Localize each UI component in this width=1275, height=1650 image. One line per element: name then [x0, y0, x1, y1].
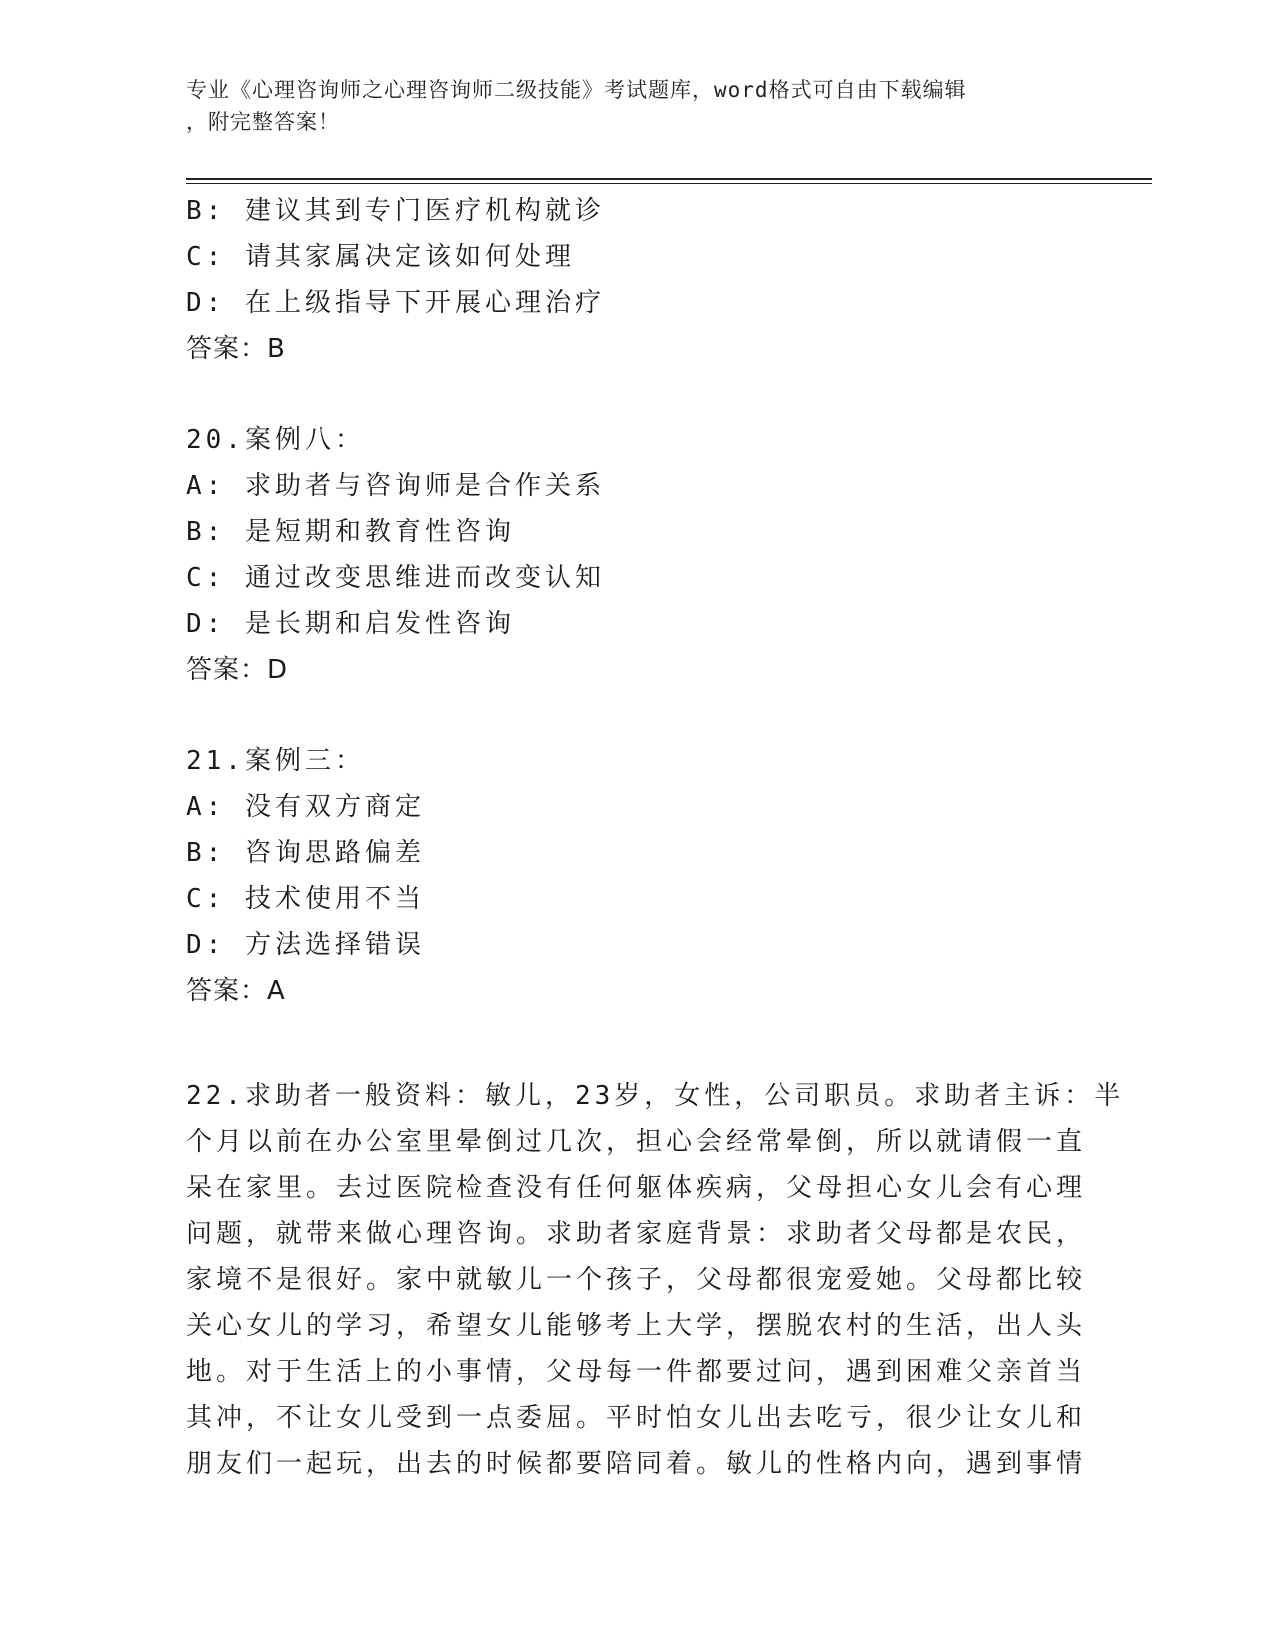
option-c: C: 请其家属决定该如何处理 — [186, 242, 575, 272]
question-title: 21.案例三： — [186, 746, 365, 776]
spacer — [186, 693, 1086, 738]
spacer — [186, 372, 1086, 417]
paragraph-line: 个月以前在办公室里晕倒过几次，担心会经常晕倒，所以就请假一直 — [186, 1127, 1087, 1157]
header-rule-thick — [186, 178, 1152, 180]
spacer — [186, 1014, 1086, 1059]
question-21 — [186, 738, 1086, 1014]
paragraph-line: 关心女儿的学习，希望女儿能够考上大学，摆脱农村的生活，出人头 — [186, 1311, 1087, 1341]
paragraph-line: 其冲，不让女儿受到一点委屈。平时怕女儿出去吃亏，很少让女儿和 — [186, 1403, 1087, 1433]
option-d: D: 方法选择错误 — [186, 930, 425, 960]
answer-line: 答案：A — [186, 976, 286, 1006]
paragraph-line: 家境不是很好。家中就敏儿一个孩子，父母都很宠爱她。父母都比较 — [186, 1265, 1087, 1295]
document-header — [186, 74, 1066, 138]
paragraph-line: 朋友们一起玩，出去的时候都要陪同着。敏儿的性格内向，遇到事情 — [186, 1449, 1087, 1479]
question-22-paragraph — [186, 1073, 1125, 1487]
option-d: D: 在上级指导下开展心理治疗 — [186, 288, 605, 318]
question-19-tail — [186, 188, 1086, 372]
option-b: B: 建议其到专门医疗机构就诊 — [186, 196, 605, 226]
header-line-1: 专业《心理咨询师之心理咨询师二级技能》考试题库，word格式可自由下载编辑 — [186, 78, 967, 102]
question-title: 20.案例八： — [186, 425, 365, 455]
answer-line: 答案：B — [186, 334, 286, 364]
answer-line: 答案：D — [186, 655, 289, 685]
option-b: B: 咨询思路偏差 — [186, 838, 425, 868]
option-b: B: 是短期和教育性咨询 — [186, 517, 515, 547]
document-body — [186, 188, 1125, 1487]
header-rule-thin — [186, 183, 1152, 184]
option-a: A: 没有双方商定 — [186, 792, 425, 822]
question-20 — [186, 417, 1086, 693]
option-a: A: 求助者与咨询师是合作关系 — [186, 471, 605, 501]
paragraph-line: 问题，就带来做心理咨询。求助者家庭背景：求助者父母都是农民， — [186, 1219, 1087, 1249]
option-c: C: 技术使用不当 — [186, 884, 425, 914]
option-d: D: 是长期和启发性咨询 — [186, 609, 515, 639]
header-line-2: ，附完整答案！ — [186, 110, 340, 134]
paragraph-line: 地。对于生活上的小事情，父母每一件都要过问，遇到困难父亲首当 — [186, 1357, 1087, 1387]
paragraph-line: 呆在家里。去过医院检查没有任何躯体疾病，父母担心女儿会有心理 — [186, 1173, 1087, 1203]
paragraph-line: 22.求助者一般资料：敏儿，23岁，女性，公司职员。求助者主诉：半 — [186, 1081, 1125, 1111]
option-c: C: 通过改变思维进而改变认知 — [186, 563, 605, 593]
